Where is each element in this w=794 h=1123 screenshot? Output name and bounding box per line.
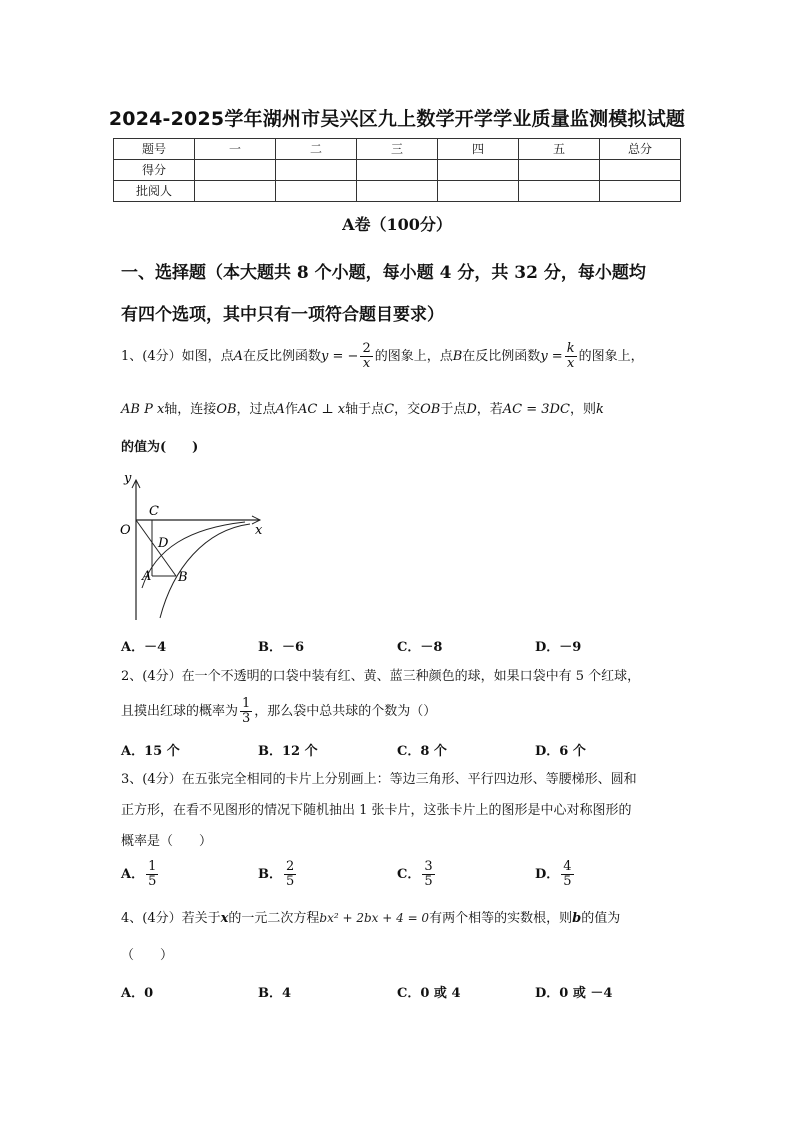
score-cell[interactable]	[357, 160, 438, 181]
q4-text: 4、(4分）若关于	[121, 911, 221, 926]
fraction-denominator: x	[362, 356, 371, 371]
label-c: C	[149, 504, 159, 519]
label-b: B	[178, 570, 188, 585]
label-y: y	[124, 471, 132, 486]
score-cell[interactable]	[519, 160, 600, 181]
q1-text: 在反比例函数	[462, 349, 541, 364]
q1-math: D	[466, 402, 477, 417]
fraction-denominator: 5	[424, 874, 433, 889]
q1-option-a[interactable]: A．－4	[121, 640, 167, 655]
score-header-cell: 总分	[600, 139, 681, 160]
question-2-line-1: 2、(4分）在一个不透明的口袋中装有红、黄、蓝三种颜色的球，如果口袋中有 5 个红球，	[121, 669, 641, 684]
q4-text: 的值为	[581, 911, 621, 926]
score-table-row	[114, 181, 681, 202]
score-header-cell: 二	[276, 139, 357, 160]
q3-option-a[interactable]	[121, 860, 160, 889]
q3-option-c[interactable]	[397, 860, 437, 889]
q4-option-b[interactable]: B．4	[258, 986, 292, 1001]
q2-option-c[interactable]: C．8 个	[397, 744, 447, 759]
q1-text: 的图象上，点	[374, 349, 453, 364]
question-1-line-3: 的值为( )	[121, 440, 199, 455]
q1-function-2: y =	[540, 349, 563, 364]
score-cell[interactable]	[600, 181, 681, 202]
q1-fraction-2	[565, 342, 577, 371]
q1-text: 轴于点	[345, 402, 385, 417]
q2-text: 且摸出红球的概率为	[121, 704, 239, 719]
q4-text: 的一元二次方程	[228, 911, 320, 926]
option-label: C．	[397, 867, 421, 882]
q2-option-a[interactable]: A．15 个	[121, 744, 180, 759]
q4-option-d[interactable]: D．0 或 －4	[535, 986, 613, 1001]
q1-text: ，则	[569, 402, 596, 417]
fraction-numerator: 1	[242, 696, 251, 711]
score-cell[interactable]	[276, 160, 357, 181]
option-fraction	[422, 860, 434, 889]
q1-math: OB	[420, 402, 441, 417]
fraction-numerator: 2	[362, 341, 371, 356]
score-cell[interactable]	[600, 160, 681, 181]
q1-point-b: B	[452, 349, 463, 364]
question-3-line-2: 正方形，在看不见图形的情况下随机抽出 1 张卡片，这张卡片上的图形是中心对称图形的	[121, 803, 632, 818]
score-header-cell: 题号	[114, 139, 195, 160]
section-heading-line: 有四个选项，其中只有一项符合题目要求）	[121, 305, 444, 325]
fraction-denominator: 3	[242, 711, 251, 726]
q1-math: k	[595, 402, 604, 417]
fraction-denominator: x	[566, 356, 575, 371]
question-2-line-2	[121, 697, 681, 727]
q1-text: 在反比例函数	[243, 349, 322, 364]
option-label: B．	[258, 867, 282, 882]
score-row-label: 批阅人	[114, 181, 195, 202]
option-fraction	[284, 860, 296, 889]
q1-text: 作	[284, 402, 298, 417]
q1-text: ，若	[476, 402, 503, 417]
score-header-cell: 一	[195, 139, 276, 160]
question-4-line-2: （ ）	[121, 948, 174, 963]
question-3-line-1: 3、(4分）在五张完全相同的卡片上分别画上：等边三角形、平行四边形、等腰梯形、圆和	[121, 772, 637, 787]
q1-math: OB	[216, 402, 237, 417]
option-label: D．	[535, 867, 560, 882]
q4-equation: bx² + 2bx + 4 = 0	[319, 911, 430, 925]
curve-k-over-x	[160, 524, 250, 618]
q1-option-b[interactable]: B．－6	[258, 640, 305, 655]
q1-figure	[115, 468, 275, 623]
q1-math: C	[384, 402, 395, 417]
label-d: D	[158, 536, 169, 551]
q2-fraction	[240, 697, 252, 726]
fraction-denominator: 5	[563, 874, 572, 889]
score-header-cell: 三	[357, 139, 438, 160]
score-cell[interactable]	[438, 181, 519, 202]
score-cell[interactable]	[357, 181, 438, 202]
q2-option-d[interactable]: D．6 个	[535, 744, 586, 759]
q4-math: x	[220, 911, 229, 926]
fraction-numerator: 4	[563, 859, 572, 874]
q1-point-a: A	[233, 349, 244, 364]
score-row-label: 得分	[114, 160, 195, 181]
label-a: A	[142, 569, 152, 584]
q4-math: b	[572, 911, 582, 926]
option-label: A．	[121, 867, 145, 882]
score-cell[interactable]	[276, 181, 357, 202]
fraction-numerator: 1	[148, 859, 157, 874]
score-header-cell: 四	[438, 139, 519, 160]
fraction-numerator: 2	[286, 859, 295, 874]
page-title: 2024-2025学年湖州市吴兴区九上数学开学学业质量监测模拟试题	[108, 108, 686, 130]
q3-option-d[interactable]	[535, 860, 576, 889]
q1-text: 轴，连接	[164, 402, 217, 417]
question-1-line-1	[121, 342, 681, 372]
section-heading	[121, 252, 681, 336]
score-cell[interactable]	[195, 160, 276, 181]
fraction-denominator: 5	[286, 874, 295, 889]
score-table-row	[114, 160, 681, 181]
label-x: x	[255, 523, 263, 538]
option-fraction	[561, 860, 573, 889]
q1-option-c[interactable]: C．－8	[397, 640, 443, 655]
score-header-cell: 五	[519, 139, 600, 160]
q3-option-b[interactable]	[258, 860, 298, 889]
question-1-line-2	[121, 395, 681, 425]
question-4-line-1	[121, 903, 681, 934]
q1-text: 的图象上，	[578, 349, 644, 364]
q1-math: AC = 3DC	[502, 402, 570, 417]
curve-minus-2-over-x	[142, 522, 245, 588]
question-3-line-3: 概率是（ ）	[121, 834, 213, 849]
score-table	[113, 138, 681, 202]
option-fraction	[146, 860, 158, 889]
fraction-denominator: 5	[148, 874, 157, 889]
q2-option-b[interactable]: B．12 个	[258, 744, 318, 759]
q1-text: 1、(4分）如图，点	[121, 349, 234, 364]
q1-math: AC ⊥ x	[297, 402, 346, 417]
q1-option-d[interactable]: D．－9	[535, 640, 582, 655]
q1-fraction-1	[360, 342, 372, 371]
label-o: O	[120, 523, 131, 538]
section-heading-line: 一、选择题（本大题共 8 个小题，每小题 4 分，共 32 分，每小题均	[121, 263, 646, 283]
score-table-header-row	[114, 139, 681, 160]
q1-math: A	[275, 402, 285, 417]
q2-text: ，那么袋中总共球的个数为（）	[254, 704, 437, 719]
q4-option-c[interactable]: C．0 或 4	[397, 986, 461, 1001]
fraction-numerator: 3	[424, 859, 433, 874]
score-cell[interactable]	[195, 181, 276, 202]
score-cell[interactable]	[519, 181, 600, 202]
q1-math: AB P x	[121, 402, 165, 417]
volume-heading: A卷（100分）	[342, 215, 452, 234]
q1-text: 于点	[440, 402, 467, 417]
q1-text: ，交	[394, 402, 421, 417]
score-cell[interactable]	[438, 160, 519, 181]
fraction-numerator: k	[566, 341, 575, 356]
q4-text: 有两个相等的实数根，则	[429, 911, 573, 926]
q4-option-a[interactable]: A．0	[121, 986, 154, 1001]
q1-text: ，过点	[236, 402, 276, 417]
q1-function-1: y = −	[321, 349, 359, 364]
